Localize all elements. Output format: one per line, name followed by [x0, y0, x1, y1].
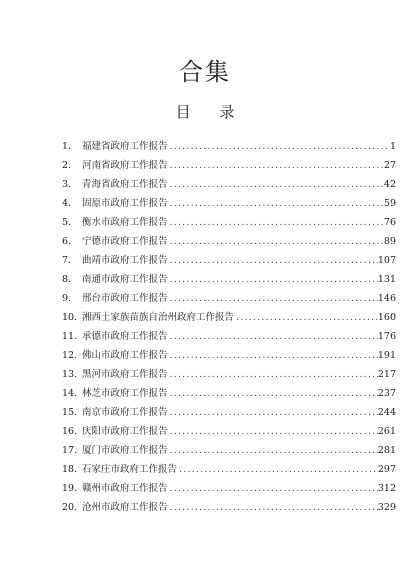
toc-dot-leader — [168, 175, 384, 194]
toc-entry[interactable] — [62, 175, 396, 194]
toc-dot-leader — [168, 137, 390, 156]
toc-dot-leader — [168, 365, 378, 384]
toc-entry[interactable] — [62, 232, 396, 251]
toc-entry-page: 244 — [377, 407, 396, 418]
toc-entry-title: 南京市政府工作报告 — [82, 407, 168, 418]
toc-entry-number: 9. — [62, 293, 72, 304]
toc-entry-title: 河南省政府工作报告 — [82, 160, 168, 171]
toc-entry-number: 17. — [62, 445, 78, 456]
toc-entry[interactable] — [62, 384, 396, 403]
toc-dot-leader — [168, 232, 384, 251]
toc-entry-page: 297 — [377, 464, 396, 475]
toc-entry-title: 福建省政府工作报告 — [82, 141, 168, 152]
toc-entry-title: 固原市政府工作报告 — [82, 198, 168, 209]
toc-entry-number: 3. — [62, 179, 72, 190]
toc-entry-page: 27 — [383, 160, 396, 171]
toc-entry-page: 261 — [377, 426, 396, 437]
toc-entry[interactable] — [62, 213, 396, 232]
toc-entry-number: 15. — [62, 407, 78, 418]
toc-entry[interactable] — [62, 441, 396, 460]
toc-entry-title: 青海省政府工作报告 — [82, 179, 168, 190]
toc-dot-leader — [177, 460, 378, 479]
toc-entry[interactable] — [62, 251, 396, 270]
toc-entry-title: 林芝市政府工作报告 — [82, 388, 168, 399]
toc-entry-page: 191 — [377, 350, 396, 361]
toc-heading: 目 录 — [175, 103, 247, 121]
toc-entry-title: 曲靖市政府工作报告 — [82, 255, 168, 266]
toc-entry-page: 312 — [377, 483, 396, 494]
toc-entry-page: 146 — [377, 293, 396, 304]
toc-entry-number: 18. — [62, 464, 78, 475]
toc-dot-leader — [168, 384, 378, 403]
toc-dot-leader — [168, 194, 384, 213]
toc-dot-leader — [168, 327, 378, 346]
toc-dot-leader — [168, 422, 378, 441]
toc-entry-number: 6. — [62, 236, 72, 247]
toc-dot-leader — [168, 270, 378, 289]
toc-entry-number: 2. — [62, 160, 72, 171]
toc-entry[interactable] — [62, 365, 396, 384]
toc-entry[interactable] — [62, 498, 396, 517]
toc-entry-number: 12. — [62, 350, 78, 361]
toc-entry-page: 217 — [377, 369, 396, 380]
toc-entry-number: 4. — [62, 198, 72, 209]
toc-entry[interactable] — [62, 308, 396, 327]
toc-entry-title: 宁德市政府工作报告 — [82, 236, 168, 247]
toc-entry[interactable] — [62, 137, 396, 156]
toc-entry-number: 8. — [62, 274, 72, 285]
toc-entry[interactable] — [62, 403, 396, 422]
toc-entry[interactable] — [62, 327, 396, 346]
toc-entry-title: 南通市政府工作报告 — [82, 274, 168, 285]
toc-entry-page: 281 — [377, 445, 396, 456]
toc-entry[interactable] — [62, 460, 396, 479]
toc-entry-title: 石家庄市政府工作报告 — [82, 464, 178, 475]
toc-dot-leader — [168, 498, 378, 517]
toc-entry-title: 黑河市政府工作报告 — [82, 369, 168, 380]
toc-entry-number: 20. — [62, 502, 78, 513]
toc-dot-leader — [168, 346, 378, 365]
toc-entry-page: 176 — [377, 331, 396, 342]
toc-dot-leader — [168, 251, 378, 270]
toc-entry-number: 1. — [62, 141, 72, 152]
toc-entry[interactable] — [62, 156, 396, 175]
toc-entry-title: 厦门市政府工作报告 — [82, 445, 168, 456]
toc-entry-number: 7. — [62, 255, 72, 266]
toc-entry-number: 16. — [62, 426, 78, 437]
toc-entry-number: 11. — [62, 331, 78, 342]
toc-entry-page: 107 — [377, 255, 396, 266]
toc-entry[interactable] — [62, 194, 396, 213]
toc-dot-leader — [168, 289, 378, 308]
toc-entry-page: 237 — [377, 388, 396, 399]
toc-entry[interactable] — [62, 422, 396, 441]
toc-entry-title: 赣州市政府工作报告 — [82, 483, 168, 494]
toc-entry-title: 佛山市政府工作报告 — [82, 350, 168, 361]
toc-entry-title: 衡水市政府工作报告 — [82, 217, 168, 228]
toc-entry-title: 邢台市政府工作报告 — [82, 293, 168, 304]
toc-entry-number: 5. — [62, 217, 72, 228]
toc-dot-leader — [168, 479, 378, 498]
toc-entry[interactable] — [62, 346, 396, 365]
toc-entry-number: 13. — [62, 369, 78, 380]
toc-entry-title: 湘西土家族苗族自治州政府工作报告 — [82, 312, 235, 323]
toc-entry-title: 沧州市政府工作报告 — [82, 502, 168, 513]
toc-entry-page: 42 — [383, 179, 396, 190]
toc-entry-page: 59 — [383, 198, 396, 209]
toc-entry-page: 76 — [383, 217, 396, 228]
toc-entry-title: 庆阳市政府工作报告 — [82, 426, 168, 437]
page-title: 合集 — [179, 58, 231, 86]
toc-entry[interactable] — [62, 270, 396, 289]
toc-dot-leader — [234, 308, 378, 327]
toc-dot-leader — [168, 403, 378, 422]
toc-entry[interactable] — [62, 479, 396, 498]
toc-entry[interactable] — [62, 289, 396, 308]
toc-dot-leader — [168, 441, 378, 460]
toc-entry-page: 1 — [389, 141, 396, 152]
toc-entry-number: 14. — [62, 388, 78, 399]
toc-entry-title: 承德市政府工作报告 — [82, 331, 168, 342]
toc-entry-page: 329 — [377, 502, 396, 513]
toc-entry-number: 19. — [62, 483, 78, 494]
table-of-contents — [62, 137, 396, 517]
toc-dot-leader — [168, 156, 384, 175]
toc-entry-number: 10. — [62, 312, 78, 323]
toc-entry-page: 160 — [377, 312, 396, 323]
toc-entry-page: 131 — [377, 274, 396, 285]
toc-entry-page: 89 — [383, 236, 396, 247]
toc-dot-leader — [168, 213, 384, 232]
